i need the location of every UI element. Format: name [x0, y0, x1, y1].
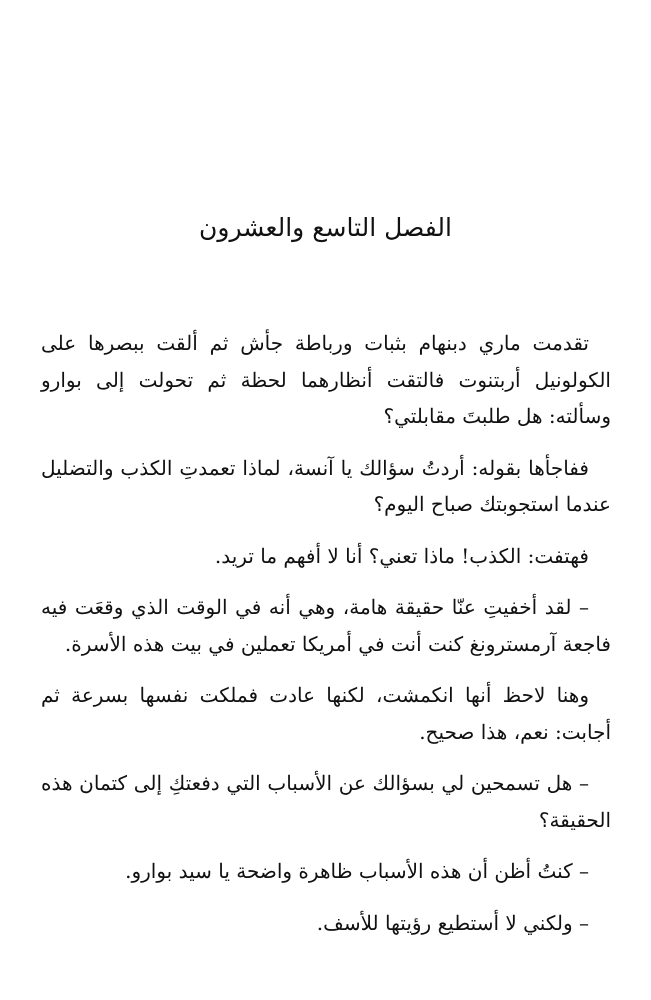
paragraph: – هل تسمحين لي بسؤالك عن الأسباب التي دفعتكِ إلى كتمان هذه الحقيقة؟	[41, 771, 611, 832]
paragraph: فهتفت: الكذب! ماذا تعني؟ أنا لا أفهم ما تريد.	[214, 543, 589, 568]
paragraph: – ولكني لا أستطيع رؤيتها للأسف.	[316, 910, 589, 935]
paragraph: وهنا لاحظ أنها انكمشت، لكنها عادت فملكت نفسها بسرعة ثم أجابت: نعم، هذا صحيح.	[41, 683, 611, 744]
chapter-title: الفصل التاسع والعشرون	[199, 213, 452, 242]
chapter-body	[41, 325, 611, 956]
paragraph: – كنتُ أظن أن هذه الأسباب ظاهرة واضحة يا سيد بوارو.	[125, 859, 589, 883]
paragraph: – لقد أخفيتِ عنّا حقيقة هامة، وهي أنه في الوقت الذي وقعَت فيه فاجعة آرمسترونغ كنت أنت في أمريكا تعملين في بيت هذه الأسرة.	[41, 595, 611, 656]
paragraph: تقدمت ماري دبنهام بثبات ورباطة جأش ثم ألقت ببصرها على الكولونيل أربتنوت فالتقت أنظارهما لحظة ثم تحولت إلى بوارو وسألته: هل طلبتَ مقابلتي؟	[41, 331, 611, 428]
paragraph: ففاجأها بقوله: أردتُ سؤالك يا آنسة، لماذا تعمدتِ الكذب والتضليل عندما استجوبتك صباح اليوم؟	[41, 455, 611, 516]
